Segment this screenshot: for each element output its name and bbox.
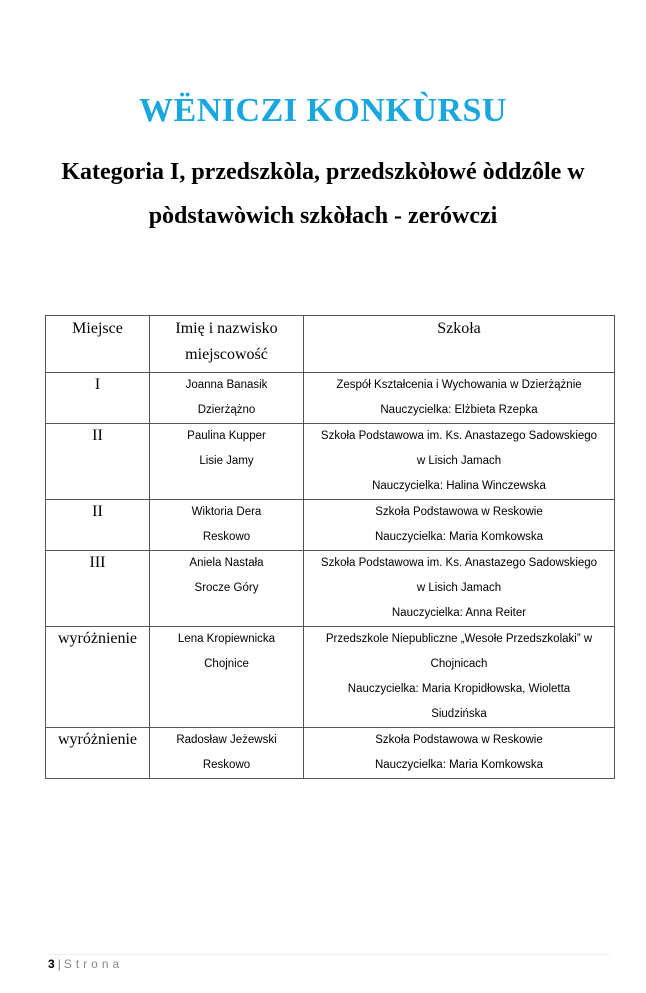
person-cell	[150, 373, 304, 424]
school-line: Zespół Kształcenia i Wychowania w Dzierżążnie	[336, 379, 582, 391]
school-line: Przedszkole Niepubliczne „Wesołe Przedszkolaki” w	[325, 633, 593, 645]
place-cell: III	[46, 551, 150, 627]
table-row	[46, 373, 615, 424]
place-cell: wyróżnienie	[46, 728, 150, 779]
school-line: Szkoła Podstawowa w Reskowie	[375, 506, 543, 518]
person-town: Dzierżążno	[197, 404, 256, 416]
school-line: Chojnicach	[430, 658, 488, 670]
person-name: Joanna Banasik	[185, 379, 268, 391]
table-row	[46, 500, 615, 551]
table-row	[46, 728, 615, 779]
page-number: 3	[48, 957, 55, 971]
person-name: Aniela Nastała	[189, 557, 264, 569]
school-line: Nauczycielka: Maria Komkowska	[374, 531, 544, 543]
header-person-line-2: miejscowość	[185, 346, 268, 363]
person-town: Srocze Góry	[194, 582, 259, 594]
footer-separator: |	[57, 957, 61, 971]
school-line: Szkoła Podstawowa w Reskowie	[375, 734, 543, 746]
place-cell: I	[46, 373, 150, 424]
school-cell	[304, 627, 615, 728]
category-heading-line-2: pòdstawòwich szkòłach - zerówczi	[148, 203, 498, 229]
results-table	[45, 315, 615, 779]
person-cell	[150, 627, 304, 728]
school-line: Nauczycielka: Maria Kropidłowska, Wioletta	[347, 683, 571, 695]
school-cell	[304, 500, 615, 551]
category-heading-line-1: Kategoria I, przedszkòla, przedszkòłowé òddzôle w	[61, 159, 585, 185]
header-person	[150, 316, 304, 373]
person-name: Wiktoria Dera	[191, 506, 262, 518]
category-heading	[40, 150, 606, 238]
school-line: Nauczycielka: Elżbieta Rzepka	[380, 404, 538, 416]
school-cell	[304, 728, 615, 779]
person-name: Paulina Kupper	[187, 430, 266, 442]
school-line: Nauczycielka: Halina Winczewska	[372, 480, 546, 492]
footer-divider	[48, 954, 610, 955]
place-cell: II	[46, 424, 150, 500]
person-town: Chojnice	[204, 658, 249, 670]
table-row	[46, 627, 615, 728]
table-header-row	[46, 316, 615, 373]
person-town: Lisie Jamy	[199, 455, 254, 467]
school-line: Szkoła Podstawowa im. Ks. Anastazego Sadowskiego	[320, 430, 598, 442]
school-line: Szkoła Podstawowa im. Ks. Anastazego Sadowskiego	[320, 557, 598, 569]
school-line: w Lisich Jamach	[416, 582, 502, 594]
header-place: Miejsce	[46, 316, 150, 373]
header-person-line-1: Imię i nazwisko	[175, 320, 278, 337]
place-cell: II	[46, 500, 150, 551]
header-school: Szkoła	[304, 316, 615, 373]
person-cell	[150, 728, 304, 779]
footer-page-word: Strona	[63, 957, 124, 971]
school-cell	[304, 373, 615, 424]
person-name: Lena Kropiewnicka	[177, 633, 276, 645]
table-row	[46, 424, 615, 500]
person-town: Reskowo	[202, 531, 251, 543]
person-town: Reskowo	[202, 759, 251, 771]
school-line: Siudzińska	[431, 708, 487, 720]
school-cell	[304, 551, 615, 627]
person-cell	[150, 424, 304, 500]
place-cell: wyróżnienie	[46, 627, 150, 728]
person-cell	[150, 551, 304, 627]
person-name: Radosław Jeżewski	[176, 734, 277, 746]
school-line: Nauczycielka: Anna Reiter	[391, 607, 527, 619]
page-footer	[48, 957, 123, 971]
school-line: Nauczycielka: Maria Komkowska	[374, 759, 544, 771]
school-cell	[304, 424, 615, 500]
person-cell	[150, 500, 304, 551]
school-line: w Lisich Jamach	[416, 455, 502, 467]
document-title: WËNICZI KONKÙRSU	[139, 92, 507, 129]
table-row	[46, 551, 615, 627]
